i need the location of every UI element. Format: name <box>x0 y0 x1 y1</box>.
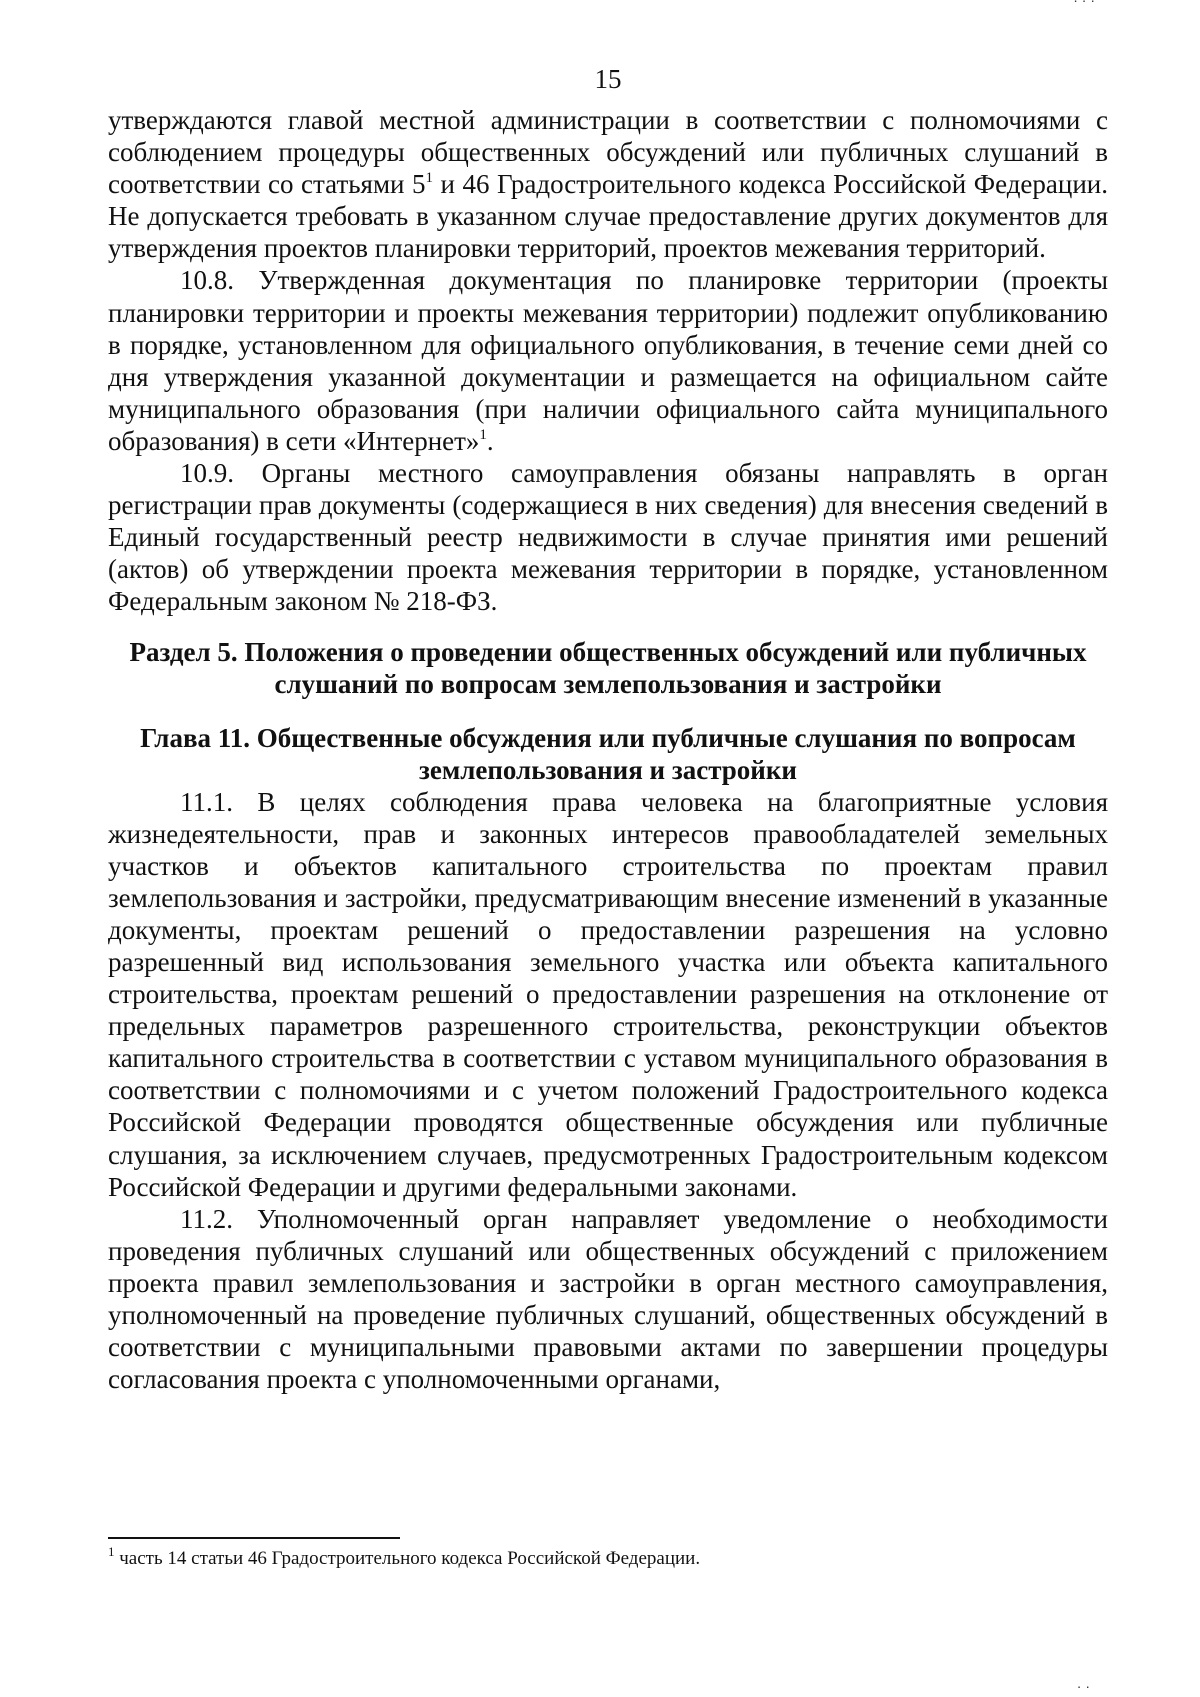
paragraph-text: и 46 Градостроительного кодекса Российской Федерации. Не допускается требовать в указанном случае предоставление других документов для утверждения проектов планировки территорий, проектов межевания территорий. <box>108 169 1108 264</box>
section-heading <box>108 636 1108 700</box>
chapter-heading <box>108 722 1108 786</box>
document-page <box>108 60 1108 1395</box>
chapter-heading-line: Глава 11. Общественные обсуждения или публичные слушания по вопросам <box>140 722 1076 753</box>
chapter-heading-line: землепользования и застройки <box>419 754 797 785</box>
section-heading-line: Раздел 5. Положения о проведении общественных обсуждений или публичных <box>129 636 1087 667</box>
footnote-divider <box>108 1537 400 1540</box>
footnote-text: часть 14 статьи 46 Градостроительного кодекса Российской Федерации. <box>114 1548 701 1569</box>
paragraph-text: . <box>486 425 494 456</box>
scan-artifact-top: · · · <box>1073 0 1095 8</box>
footnote-marker: 1 <box>108 1544 115 1559</box>
paragraph-text: утверждаются главой местной администрации в соответствии с полномочиями с соблюдением процедуры общественных обсуждений или публичных слушаний в соответствии со статьями 5 <box>108 105 1108 200</box>
paragraph-continuation <box>108 104 1108 264</box>
scan-artifact-bottom: · · <box>1076 1678 1090 1694</box>
paragraph-10-9: 10.9. Органы местного самоуправления обязаны направлять в орган регистрации прав документы (содержащиеся в них сведения) для внесения сведений в Единый государственный реестр недвижимости в случае принятия ими решений (актов) об утверждении проекта межевания территории в порядке, установленном Федеральным законом № 218-ФЗ. <box>108 458 1108 617</box>
footnote-reference: 1 <box>479 426 487 443</box>
section-heading-line: слушаний по вопросам землепользования и застройки <box>274 668 942 699</box>
paragraph-11-1: 11.1. В целях соблюдения права человека на благоприятные условия жизнедеятельности, прав и законных интересов правообладателей земельных участков и объектов капитального строительства по проектам правил землепользования и застройки, предусматривающим внесение изменений в указанные документы, проектам решений о предоставлении разрешения на условно разрешенный вид использования земельного участка или объекта капитального строительства, проектам решений о предоставлении разрешения на отклонение от предельных параметров разрешенного строительства, реконструкции объектов капитального строительства в соответствии с уставом муниципального образования в соответствии с полномочиями и с учетом положений Градостроительного кодекса Российской Федерации проводятся общественные обсуждения или публичные слушания, за исключением случаев, предусмотренных Градостроительным кодексом Российской Федерации и другими федеральными законами. <box>108 786 1108 1202</box>
paragraph-10-8 <box>108 264 1108 457</box>
footnote-reference: 1 <box>425 170 434 187</box>
footnote <box>108 1546 700 1572</box>
paragraph-text: 10.8. Утвержденная документация по планировке территории (проекты планировки территории и проекты межевания территории) подлежит опубликованию в порядке, установленном для официального опубликования, в течение семи дней со дня утверждения указанной документации и размещается на официальном сайте муниципального образования (при наличии официального сайта муниципального образования) в сети «Интернет» <box>108 265 1108 456</box>
page-number: 15 <box>594 64 622 94</box>
paragraph-11-2: 11.2. Уполномоченный орган направляет уведомление о необходимости проведения публичных слушаний или общественных обсуждений с приложением проекта правил землепользования и застройки в орган местного самоуправления, уполномоченный на проведение публичных слушаний, общественных обсуждений в соответствии с муниципальными правовыми актами по завершении процедуры согласования проекта с уполномоченными органами, <box>108 1203 1108 1395</box>
